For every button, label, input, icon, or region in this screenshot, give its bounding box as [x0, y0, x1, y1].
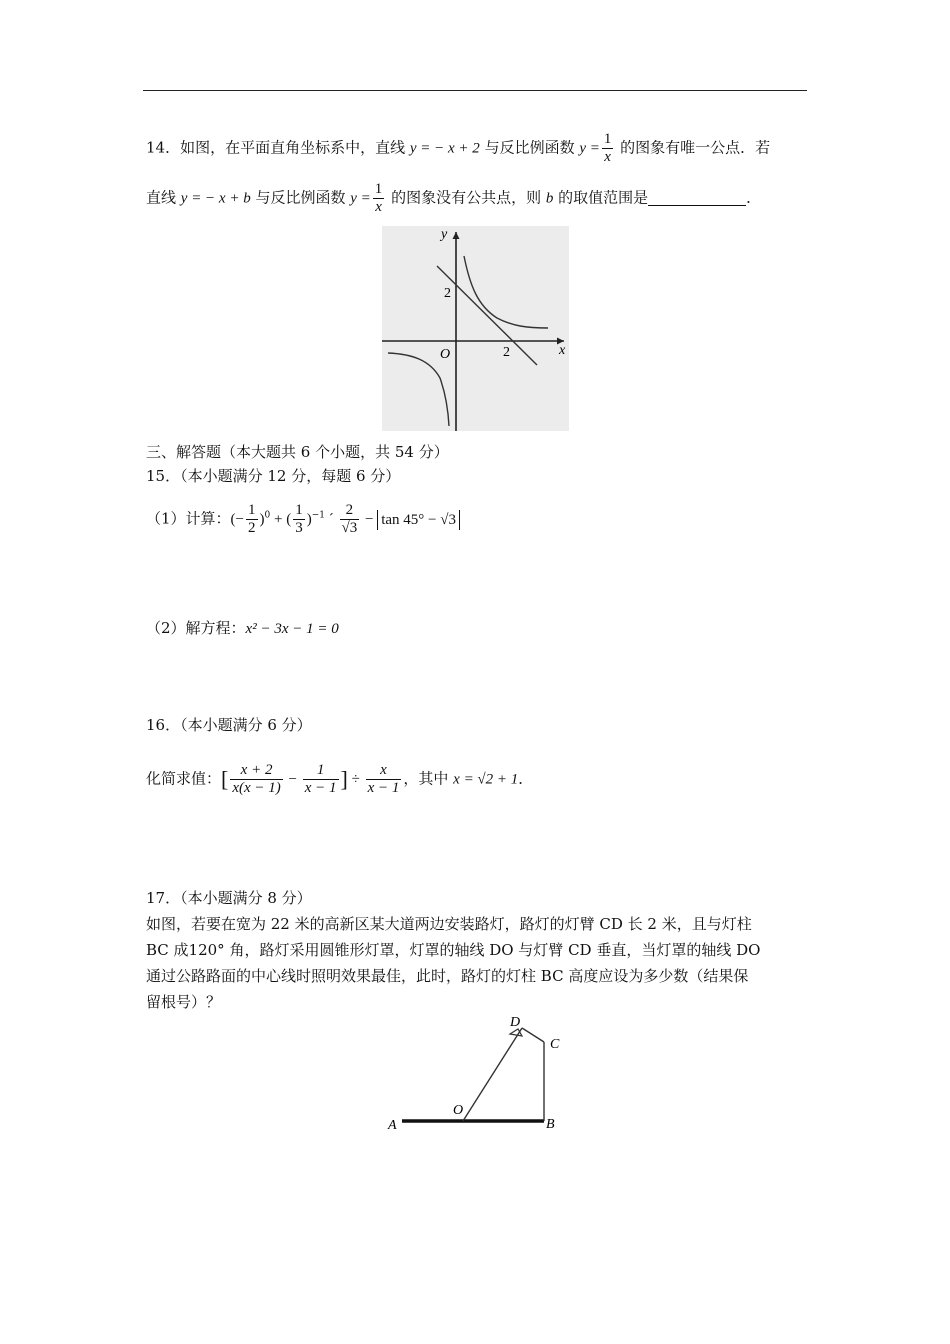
graph-label-2-x: 2	[503, 345, 510, 360]
q17-heading: 17．（本小题满分 8 分）	[146, 889, 312, 907]
label-a: A	[388, 1118, 397, 1133]
q17-text-line2: BC 成120° 角，路灯采用圆锥形灯罩，灯罩的轴线 DO 与灯臂 CD 垂直，当灯罩的轴线 DO	[146, 941, 761, 959]
q16-heading: 16．（本小题满分 6 分）	[146, 716, 312, 734]
q14-graph	[382, 226, 569, 431]
label-d: D	[510, 1015, 521, 1030]
q14-frac-1: $\frac{1}{x}$	[603, 131, 612, 165]
two-over-root3-fraction: $\frac{2}{√3}$	[341, 502, 358, 536]
arm-cd	[522, 1028, 544, 1042]
q14-line2: 直线 y = − x + b 与反比例函数 y = $\frac{1}{x}$ 的图象没有公共点，则 b 的取值范围是 ．	[146, 181, 762, 215]
graph-label-2-y: 2	[444, 286, 451, 301]
section3-heading: 三、解答题（本大题共 6 个小题，共 54 分）	[146, 443, 449, 461]
absolute-value-expression: tan 45° − √3	[377, 510, 460, 530]
graph-label-x: x	[559, 343, 566, 358]
q15-part1: （1）计算：(− $\frac{1}{2}$ )$^0$ + ( $\frac{1}{3}$ )$^{-1}$ ´ $\frac{2}{√3}$ − tan 45° − √3	[146, 502, 460, 537]
q16-expression: 化简求值：[ $\frac{x + 2}{x(x - 1)}$ − $\frac{1}{x - 1}$ ] ÷ $\frac{x}{x - 1}$ ，其中 x = √2 + 1．	[146, 762, 534, 796]
label-c: C	[550, 1037, 560, 1052]
q15-part2: （2）解方程：x² − 3x − 1 = 0	[146, 619, 339, 637]
q16-frac-1: $\frac{x + 2}{x(x - 1)}$	[232, 762, 281, 796]
q17-text-line4: 留根号）？	[146, 993, 222, 1011]
q14-frac-2: $\frac{1}{x}$	[374, 181, 383, 215]
axis-do	[463, 1028, 522, 1121]
label-b: B	[546, 1117, 555, 1132]
q16-condition: x = √2 + 1	[453, 771, 519, 788]
graph-label-origin: O	[440, 347, 451, 362]
q14-eq-line1: y = − x + 2	[409, 140, 480, 157]
graph-label-y: y	[441, 227, 448, 242]
q17-text-line3: 通过公路路面的中心线时照明效果最佳，此时，路灯的灯柱 BC 高度应设为多少数（结果保	[146, 967, 749, 985]
q17-text-line1: 如图，若要在宽为 22 米的高新区某大道两边安装路灯，路灯的灯臂 CD 长 2 米，且与灯柱	[146, 915, 752, 933]
half-fraction: $\frac{1}{2}$	[248, 502, 256, 536]
q16-frac-3: $\frac{x}{x - 1}$	[367, 762, 400, 796]
answer-blank[interactable]	[648, 189, 746, 206]
q15-heading: 15．（本小题满分 12 分，每题 6 分）	[146, 467, 401, 485]
header-rule	[143, 90, 807, 91]
label-o: O	[453, 1103, 464, 1118]
q15-equation: x² − 3x − 1 = 0	[245, 621, 339, 637]
q14-line1: 14．如图，在平面直角坐标系中，直线 y = − x + 2 与反比例函数 y = $\frac{1}{x}$ 的图象有唯一公点．若	[146, 131, 771, 165]
q17-streetlight-figure	[380, 1008, 570, 1133]
q14-eq-line2: y = − x + b	[180, 190, 251, 207]
third-fraction: $\frac{1}{3}$	[295, 502, 303, 536]
q16-frac-2: $\frac{1}{x - 1}$	[304, 762, 337, 796]
